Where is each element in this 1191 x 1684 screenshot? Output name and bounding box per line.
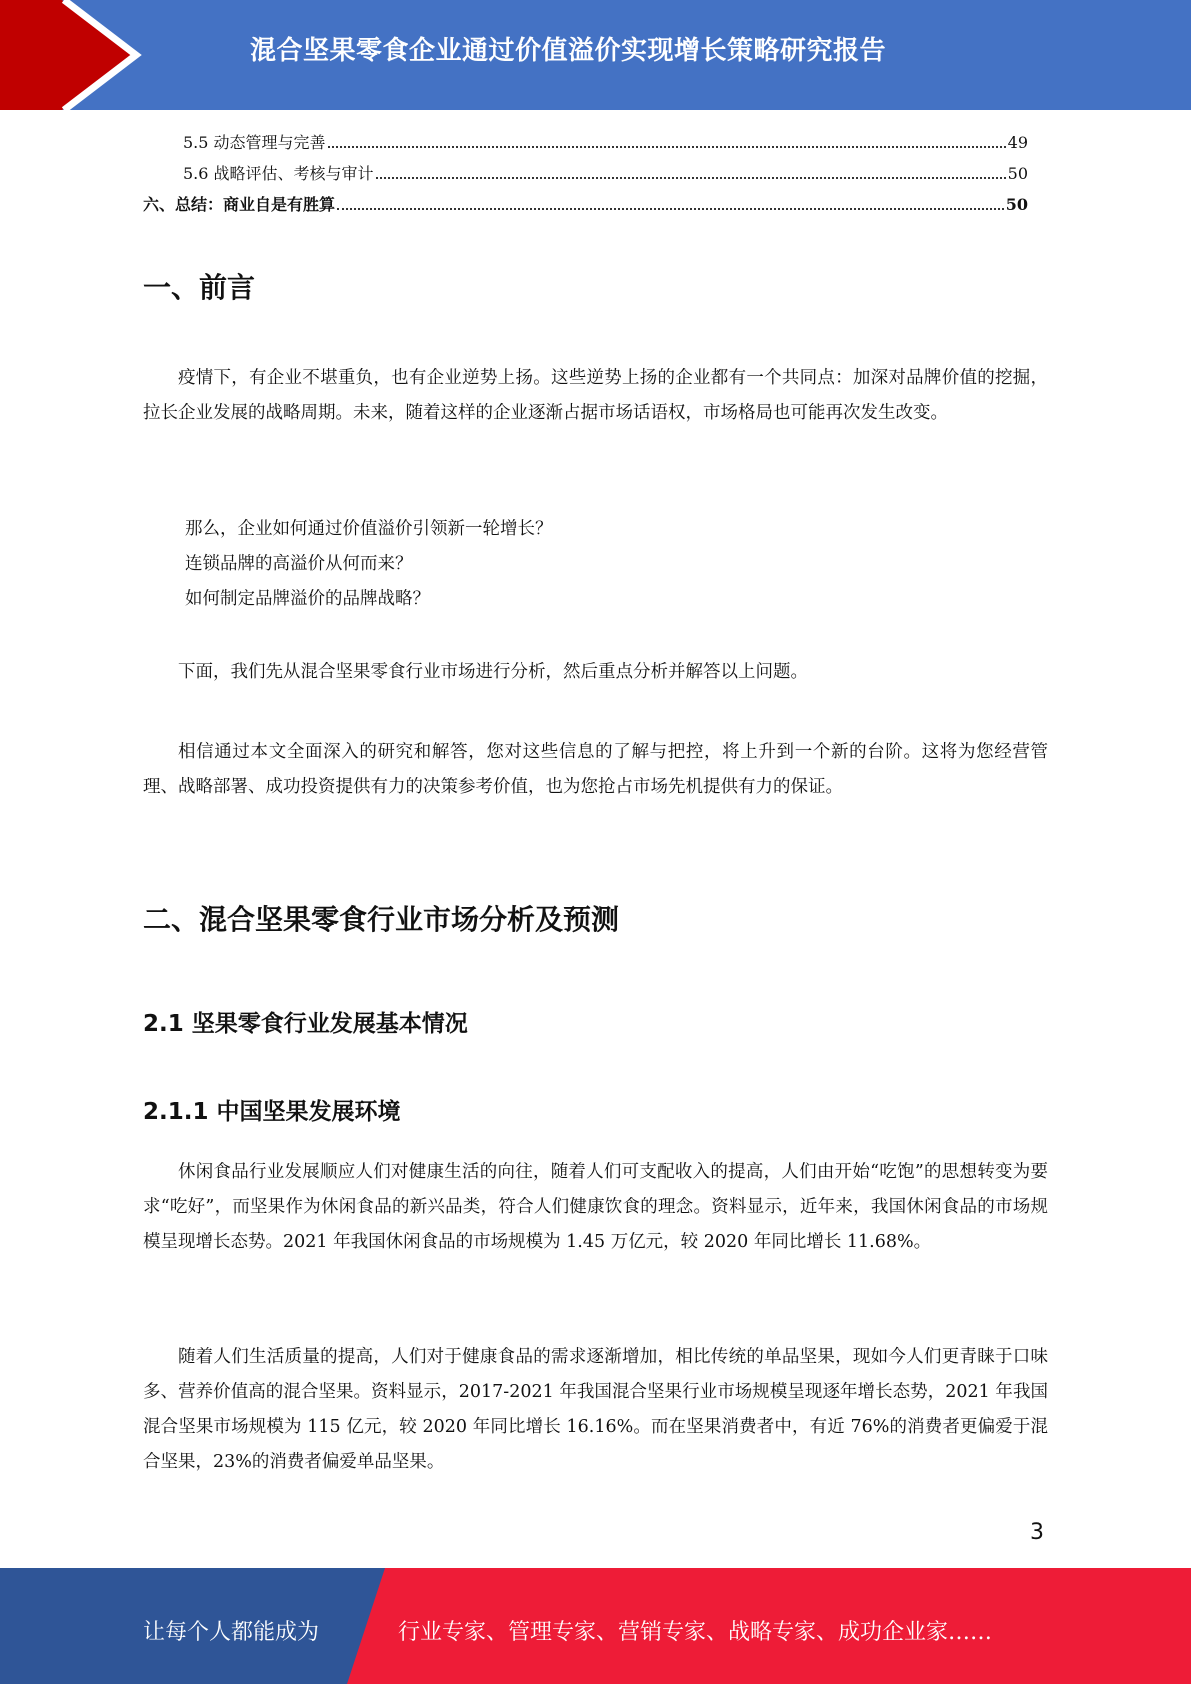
page-number: 3: [1030, 1520, 1044, 1545]
toc-entry[interactable]: [143, 161, 1028, 192]
toc-page: 49: [1007, 133, 1028, 152]
paragraph: 休闲食品行业发展顺应人们对健康生活的向往，随着人们可支配收入的提高，人们由开始“吃饱”的思想转变为要求“吃好”，而坚果作为休闲食品的新兴品类，符合人们健康饮食的理念。资料显示，近年来，我国休闲食品的市场规模呈现增长态势。2021 年我国休闲食品的市场规模为 1.45 万亿元，较 2020 年同比增长 11.68%。: [143, 1162, 1048, 1252]
toc-entry[interactable]: [143, 192, 1028, 223]
toc-entry[interactable]: [143, 130, 1028, 161]
paragraph: 下面，我们先从混合坚果零食行业市场进行分析，然后重点分析并解答以上问题。: [178, 662, 808, 682]
page-header: [0, 0, 1191, 110]
subsection-heading: 2.1 坚果零食行业发展基本情况: [143, 1011, 468, 1037]
toc-page: 50: [1007, 164, 1028, 183]
question: 如何制定品牌溢价的品牌战略？: [185, 589, 430, 609]
toc-label: 六、总结：商业自是有胜算: [143, 195, 336, 214]
page-footer: [0, 1568, 1191, 1684]
header-chevron-decoration: [0, 0, 160, 110]
toc-page: 50: [1005, 195, 1028, 214]
question: 连锁品牌的高溢价从何而来？: [185, 554, 413, 574]
paragraph: 疫情下，有企业不堪重负，也有企业逆势上扬。这些逆势上扬的企业都有一个共同点：加深对品牌价值的挖掘，拉长企业发展的战略周期。未来，随着这样的企业逐渐占据市场话语权，市场格局也可能再次发生改变。: [143, 368, 1048, 423]
subsection-heading: 2.1.1 中国坚果发展环境: [143, 1099, 401, 1125]
section-heading: 一、前言: [143, 271, 256, 304]
paragraph: 随着人们生活质量的提高，人们对于健康食品的需求逐渐增加，相比传统的单品坚果，现如今人们更青睐于口味多、营养价值高的混合坚果。资料显示，2017-2021 年我国混合坚果行业市场规模呈现逐年增长态势，2021 年我国混合坚果市场规模为 115 亿元，较 2020 年同比增长 16.16%。而在坚果消费者中，有近 76%的消费者更偏爱于混合坚果，23%的消费者偏爱单品坚果。: [143, 1347, 1048, 1472]
paragraph: 相信通过本文全面深入的研究和解答，您对这些信息的了解与把控，将上升到一个新的台阶。这将为您经营管理、战略部署、成功投资提供有力的决策参考价值，也为您抢占市场先机提供有力的保证。: [143, 742, 1048, 797]
footer-slogan-left: 让每个人都能成为: [143, 1620, 320, 1645]
toc-label: 5.6 战略评估、考核与审计: [183, 164, 374, 183]
question: 那么，企业如何通过价值溢价引领新一轮增长？: [185, 519, 553, 539]
report-title: 混合坚果零食企业通过价值溢价实现增长策略研究报告: [250, 36, 887, 66]
toc-label: 5.5 动态管理与完善: [183, 133, 326, 152]
table-of-contents: [143, 130, 1028, 223]
footer-slogan-right: 行业专家、管理专家、营销专家、战略专家、成功企业家……: [398, 1620, 993, 1645]
section-heading: 二、混合坚果零食行业市场分析及预测: [143, 903, 620, 936]
